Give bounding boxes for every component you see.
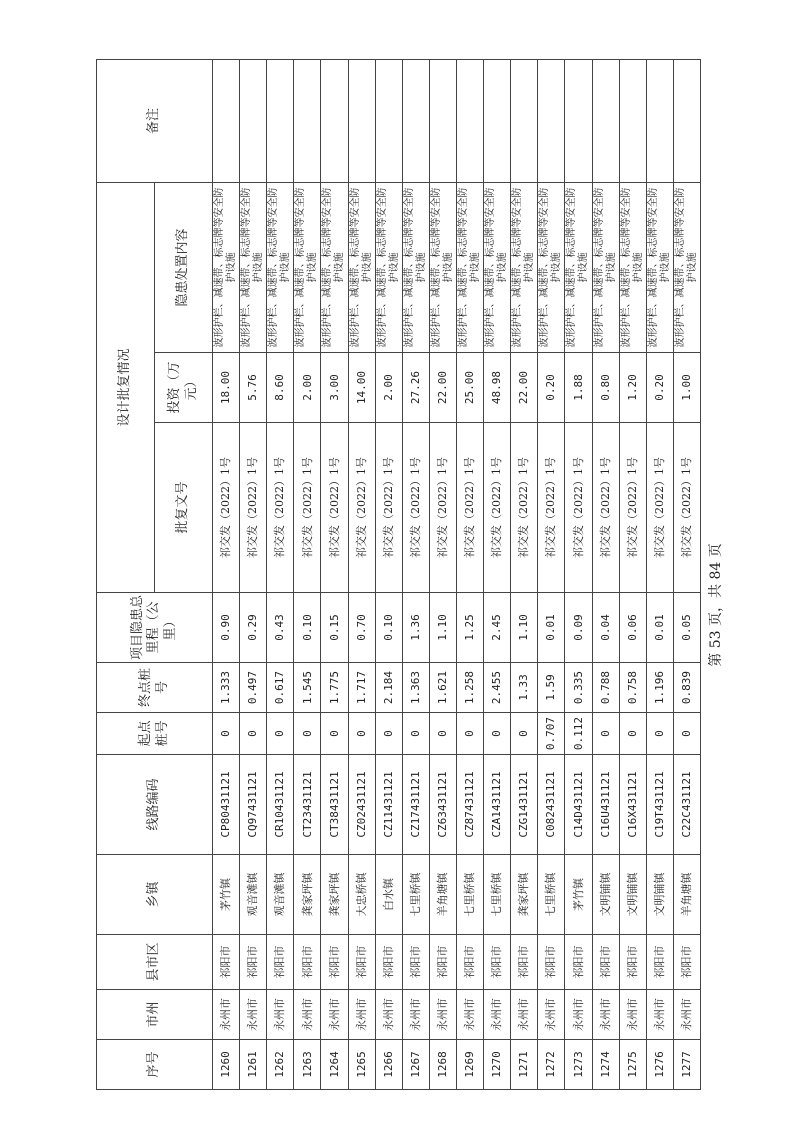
cell-invest: 2.00 — [294, 353, 321, 423]
header-end: 终点桩号 — [97, 663, 213, 713]
table-row — [429, 60, 456, 1090]
cell-end: 1.33 — [511, 663, 538, 713]
table-row — [538, 60, 565, 1090]
cell-doc: 祁交发（2022）1号 — [646, 423, 673, 593]
cell-county: 祁阳市 — [429, 935, 456, 990]
cell-start: 0 — [429, 713, 456, 755]
cell-end: 1.59 — [538, 663, 565, 713]
cell-seq: 1262 — [267, 1040, 294, 1090]
cell-code: CQ97431121 — [240, 755, 267, 855]
cell-town: 龚家坪镇 — [321, 855, 348, 935]
cell-length: 0.43 — [267, 593, 294, 663]
cell-code: CZA1431121 — [484, 755, 511, 855]
cell-county: 祁阳市 — [484, 935, 511, 990]
cell-code: CP80431121 — [213, 755, 240, 855]
cell-invest: 27.26 — [402, 353, 429, 423]
cell-length: 0.10 — [375, 593, 402, 663]
cell-remark — [538, 60, 565, 183]
cell-seq: 1265 — [348, 1040, 375, 1090]
cell-seq: 1263 — [294, 1040, 321, 1090]
cell-seq: 1269 — [456, 1040, 483, 1090]
cell-seq: 1270 — [484, 1040, 511, 1090]
cell-county: 祁阳市 — [267, 935, 294, 990]
cell-county: 祁阳市 — [213, 935, 240, 990]
cell-remark — [673, 60, 700, 183]
cell-county: 祁阳市 — [619, 935, 646, 990]
cell-invest: 3.00 — [321, 353, 348, 423]
cell-length: 0.06 — [619, 593, 646, 663]
cell-measure: 波形护栏、减速带、标志牌等安全防护设施 — [484, 183, 511, 353]
table-row — [592, 60, 619, 1090]
cell-start: 0 — [511, 713, 538, 755]
table-row — [565, 60, 592, 1090]
cell-length: 1.36 — [402, 593, 429, 663]
cell-length: 1.10 — [429, 593, 456, 663]
cell-town: 龚家坪镇 — [511, 855, 538, 935]
table-row — [294, 60, 321, 1090]
cell-code: C14D431121 — [565, 755, 592, 855]
cell-remark — [240, 60, 267, 183]
cell-remark — [267, 60, 294, 183]
cell-invest: 14.00 — [348, 353, 375, 423]
cell-city: 永州市 — [402, 990, 429, 1040]
cell-end: 1.363 — [402, 663, 429, 713]
table-row — [484, 60, 511, 1090]
cell-code: C082431121 — [538, 755, 565, 855]
cell-remark — [619, 60, 646, 183]
cell-code: C16U431121 — [592, 755, 619, 855]
cell-town: 茅竹镇 — [213, 855, 240, 935]
header-town: 乡镇 — [97, 855, 213, 935]
cell-county: 祁阳市 — [375, 935, 402, 990]
cell-length: 0.90 — [213, 593, 240, 663]
cell-start: 0.707 — [538, 713, 565, 755]
cell-city: 永州市 — [429, 990, 456, 1040]
cell-end: 0.758 — [619, 663, 646, 713]
cell-county: 祁阳市 — [240, 935, 267, 990]
cell-invest: 0.80 — [592, 353, 619, 423]
table-row — [402, 60, 429, 1090]
cell-city: 永州市 — [294, 990, 321, 1040]
cell-measure: 波形护栏、减速带、标志牌等安全防护设施 — [348, 183, 375, 353]
cell-seq: 1276 — [646, 1040, 673, 1090]
cell-invest: 48.98 — [484, 353, 511, 423]
cell-seq: 1274 — [592, 1040, 619, 1090]
cell-seq: 1266 — [375, 1040, 402, 1090]
table-row — [511, 60, 538, 1090]
cell-code: CZ11431121 — [375, 755, 402, 855]
cell-remark — [375, 60, 402, 183]
cell-length: 0.01 — [538, 593, 565, 663]
cell-measure: 波形护栏、减速带、标志牌等安全防护设施 — [294, 183, 321, 353]
cell-code: CZ17431121 — [402, 755, 429, 855]
cell-length: 0.29 — [240, 593, 267, 663]
cell-code: CZ87431121 — [456, 755, 483, 855]
cell-code: CZ63431121 — [429, 755, 456, 855]
cell-county: 祁阳市 — [673, 935, 700, 990]
cell-measure: 波形护栏、减速带、标志牌等安全防护设施 — [592, 183, 619, 353]
cell-code: CZ02431121 — [348, 755, 375, 855]
cell-measure: 波形护栏、减速带、标志牌等安全防护设施 — [267, 183, 294, 353]
cell-seq: 1267 — [402, 1040, 429, 1090]
cell-town: 大忠桥镇 — [348, 855, 375, 935]
table-body — [213, 60, 701, 1090]
cell-start: 0 — [592, 713, 619, 755]
cell-measure: 波形护栏、减速带、标志牌等安全防护设施 — [456, 183, 483, 353]
rotated-table-area — [96, 60, 701, 1090]
cell-invest: 0.20 — [538, 353, 565, 423]
cell-town: 文明铺镇 — [619, 855, 646, 935]
cell-invest: 1.20 — [619, 353, 646, 423]
cell-start: 0 — [646, 713, 673, 755]
cell-remark — [429, 60, 456, 183]
cell-town: 茅竹镇 — [565, 855, 592, 935]
cell-end: 1.621 — [429, 663, 456, 713]
cell-town: 观音滩镇 — [240, 855, 267, 935]
cell-seq: 1277 — [673, 1040, 700, 1090]
cell-city: 永州市 — [673, 990, 700, 1040]
cell-county: 祁阳市 — [348, 935, 375, 990]
cell-city: 永州市 — [267, 990, 294, 1040]
cell-end: 1.196 — [646, 663, 673, 713]
cell-county: 祁阳市 — [456, 935, 483, 990]
cell-county: 祁阳市 — [511, 935, 538, 990]
cell-length: 0.15 — [321, 593, 348, 663]
cell-start: 0 — [456, 713, 483, 755]
cell-length: 0.01 — [646, 593, 673, 663]
cell-end: 1.545 — [294, 663, 321, 713]
cell-doc: 祁交发（2022）1号 — [565, 423, 592, 593]
cell-end: 0.839 — [673, 663, 700, 713]
cell-length: 0.10 — [294, 593, 321, 663]
cell-measure: 波形护栏、减速带、标志牌等安全防护设施 — [538, 183, 565, 353]
cell-town: 羊角塘镇 — [429, 855, 456, 935]
cell-remark — [321, 60, 348, 183]
cell-county: 祁阳市 — [592, 935, 619, 990]
header-doc: 批复文号 — [155, 423, 213, 593]
cell-town: 七里桥镇 — [484, 855, 511, 935]
cell-remark — [213, 60, 240, 183]
cell-county: 祁阳市 — [294, 935, 321, 990]
cell-start: 0 — [294, 713, 321, 755]
cell-doc: 祁交发（2022）1号 — [402, 423, 429, 593]
cell-city: 永州市 — [240, 990, 267, 1040]
cell-seq: 1261 — [240, 1040, 267, 1090]
cell-seq: 1260 — [213, 1040, 240, 1090]
cell-county: 祁阳市 — [402, 935, 429, 990]
cell-length: 1.10 — [511, 593, 538, 663]
cell-length: 0.09 — [565, 593, 592, 663]
header-design: 设计批复情况 — [97, 183, 155, 593]
cell-start: 0 — [321, 713, 348, 755]
table-row — [267, 60, 294, 1090]
cell-remark — [511, 60, 538, 183]
cell-doc: 祁交发（2022）1号 — [619, 423, 646, 593]
cell-city: 永州市 — [213, 990, 240, 1040]
cell-start: 0 — [673, 713, 700, 755]
cell-remark — [294, 60, 321, 183]
cell-measure: 波形护栏、减速带、标志牌等安全防护设施 — [646, 183, 673, 353]
cell-end: 0.788 — [592, 663, 619, 713]
cell-end: 1.717 — [348, 663, 375, 713]
cell-invest: 8.60 — [267, 353, 294, 423]
cell-remark — [348, 60, 375, 183]
cell-city: 永州市 — [646, 990, 673, 1040]
cell-remark — [402, 60, 429, 183]
cell-start: 0 — [267, 713, 294, 755]
cell-doc: 祁交发（2022）1号 — [267, 423, 294, 593]
cell-length: 1.25 — [456, 593, 483, 663]
cell-town: 白水镇 — [375, 855, 402, 935]
cell-measure: 波形护栏、减速带、标志牌等安全防护设施 — [321, 183, 348, 353]
cell-invest: 22.00 — [429, 353, 456, 423]
cell-start: 0 — [619, 713, 646, 755]
cell-measure: 波形护栏、减速带、标志牌等安全防护设施 — [213, 183, 240, 353]
header-measure: 隐患处置内容 — [155, 183, 213, 353]
cell-seq: 1264 — [321, 1040, 348, 1090]
cell-remark — [456, 60, 483, 183]
cell-remark — [646, 60, 673, 183]
cell-remark — [565, 60, 592, 183]
cell-measure: 波形护栏、减速带、标志牌等安全防护设施 — [619, 183, 646, 353]
cell-end: 0.617 — [267, 663, 294, 713]
cell-town: 龚家坪镇 — [294, 855, 321, 935]
cell-measure: 波形护栏、减速带、标志牌等安全防护设施 — [673, 183, 700, 353]
table-row — [619, 60, 646, 1090]
header-code: 线路编码 — [97, 755, 213, 855]
cell-city: 永州市 — [348, 990, 375, 1040]
cell-invest: 5.76 — [240, 353, 267, 423]
cell-doc: 祁交发（2022）1号 — [456, 423, 483, 593]
cell-town: 七里桥镇 — [538, 855, 565, 935]
cell-start: 0 — [484, 713, 511, 755]
cell-town: 文明铺镇 — [592, 855, 619, 935]
table-row — [321, 60, 348, 1090]
cell-end: 0.335 — [565, 663, 592, 713]
cell-doc: 祁交发（2022）1号 — [484, 423, 511, 593]
cell-code: CT23431121 — [294, 755, 321, 855]
cell-city: 永州市 — [538, 990, 565, 1040]
cell-end: 0.497 — [240, 663, 267, 713]
cell-start: 0 — [402, 713, 429, 755]
header-city: 市州 — [97, 990, 213, 1040]
cell-invest: 25.00 — [456, 353, 483, 423]
cell-doc: 祁交发（2022）1号 — [511, 423, 538, 593]
cell-seq: 1268 — [429, 1040, 456, 1090]
cell-start: 0.112 — [565, 713, 592, 755]
cell-invest: 22.00 — [511, 353, 538, 423]
cell-county: 祁阳市 — [538, 935, 565, 990]
cell-city: 永州市 — [321, 990, 348, 1040]
cell-county: 祁阳市 — [565, 935, 592, 990]
cell-remark — [484, 60, 511, 183]
header-length: 项目隐患总里程（公里） — [97, 593, 213, 663]
cell-city: 永州市 — [565, 990, 592, 1040]
cell-city: 永州市 — [456, 990, 483, 1040]
cell-city: 永州市 — [375, 990, 402, 1040]
cell-length: 0.05 — [673, 593, 700, 663]
cell-start: 0 — [348, 713, 375, 755]
table-row — [213, 60, 240, 1090]
cell-start: 0 — [240, 713, 267, 755]
cell-measure: 波形护栏、减速带、标志牌等安全防护设施 — [511, 183, 538, 353]
cell-length: 0.70 — [348, 593, 375, 663]
cell-doc: 祁交发（2022）1号 — [294, 423, 321, 593]
cell-invest: 1.00 — [673, 353, 700, 423]
cell-doc: 祁交发（2022）1号 — [673, 423, 700, 593]
cell-seq: 1275 — [619, 1040, 646, 1090]
cell-code: C16X431121 — [619, 755, 646, 855]
cell-code: C19T431121 — [646, 755, 673, 855]
cell-measure: 波形护栏、减速带、标志牌等安全防护设施 — [402, 183, 429, 353]
cell-town: 羊角塘镇 — [673, 855, 700, 935]
cell-county: 祁阳市 — [646, 935, 673, 990]
cell-invest: 1.88 — [565, 353, 592, 423]
cell-town: 文明铺镇 — [646, 855, 673, 935]
cell-length: 2.45 — [484, 593, 511, 663]
cell-town: 观音滩镇 — [267, 855, 294, 935]
cell-code: CT38431121 — [321, 755, 348, 855]
cell-county: 祁阳市 — [321, 935, 348, 990]
cell-doc: 祁交发（2022）1号 — [592, 423, 619, 593]
cell-end: 2.184 — [375, 663, 402, 713]
project-table — [96, 59, 701, 1090]
cell-seq: 1272 — [538, 1040, 565, 1090]
cell-doc: 祁交发（2022）1号 — [321, 423, 348, 593]
cell-invest: 0.20 — [646, 353, 673, 423]
cell-end: 2.455 — [484, 663, 511, 713]
cell-end: 1.258 — [456, 663, 483, 713]
table-row — [456, 60, 483, 1090]
cell-measure: 波形护栏、减速带、标志牌等安全防护设施 — [375, 183, 402, 353]
header-remark: 备注 — [97, 60, 213, 183]
cell-city: 永州市 — [484, 990, 511, 1040]
cell-doc: 祁交发（2022）1号 — [348, 423, 375, 593]
cell-invest: 18.00 — [213, 353, 240, 423]
cell-code: CR10431121 — [267, 755, 294, 855]
cell-doc: 祁交发（2022）1号 — [240, 423, 267, 593]
cell-end: 1.775 — [321, 663, 348, 713]
table-row — [375, 60, 402, 1090]
header-county: 县市区 — [97, 935, 213, 990]
table-row — [348, 60, 375, 1090]
header-invest: 投资（万元） — [155, 353, 213, 423]
cell-code: C22C431121 — [673, 755, 700, 855]
table-row — [673, 60, 700, 1090]
cell-city: 永州市 — [592, 990, 619, 1040]
cell-city: 永州市 — [511, 990, 538, 1040]
page-footer — [703, 515, 727, 695]
cell-measure: 波形护栏、减速带、标志牌等安全防护设施 — [429, 183, 456, 353]
cell-doc: 祁交发（2022）1号 — [213, 423, 240, 593]
cell-code: CZG1431121 — [511, 755, 538, 855]
cell-town: 七里桥镇 — [456, 855, 483, 935]
cell-length: 0.04 — [592, 593, 619, 663]
cell-doc: 祁交发（2022）1号 — [429, 423, 456, 593]
cell-start: 0 — [213, 713, 240, 755]
cell-start: 0 — [375, 713, 402, 755]
header-start: 起点桩号 — [97, 713, 213, 755]
cell-remark — [592, 60, 619, 183]
cell-city: 永州市 — [619, 990, 646, 1040]
cell-invest: 2.00 — [375, 353, 402, 423]
cell-doc: 祁交发（2022）1号 — [375, 423, 402, 593]
cell-measure: 波形护栏、减速带、标志牌等安全防护设施 — [565, 183, 592, 353]
page-number: 第 53 页，共 84 页 — [708, 543, 724, 667]
table-row — [240, 60, 267, 1090]
cell-seq: 1273 — [565, 1040, 592, 1090]
cell-measure: 波形护栏、减速带、标志牌等安全防护设施 — [240, 183, 267, 353]
cell-town: 七里桥镇 — [402, 855, 429, 935]
cell-seq: 1271 — [511, 1040, 538, 1090]
header-seq: 序号 — [97, 1040, 213, 1090]
table-row — [646, 60, 673, 1090]
cell-doc: 祁交发（2022）1号 — [538, 423, 565, 593]
cell-end: 1.333 — [213, 663, 240, 713]
